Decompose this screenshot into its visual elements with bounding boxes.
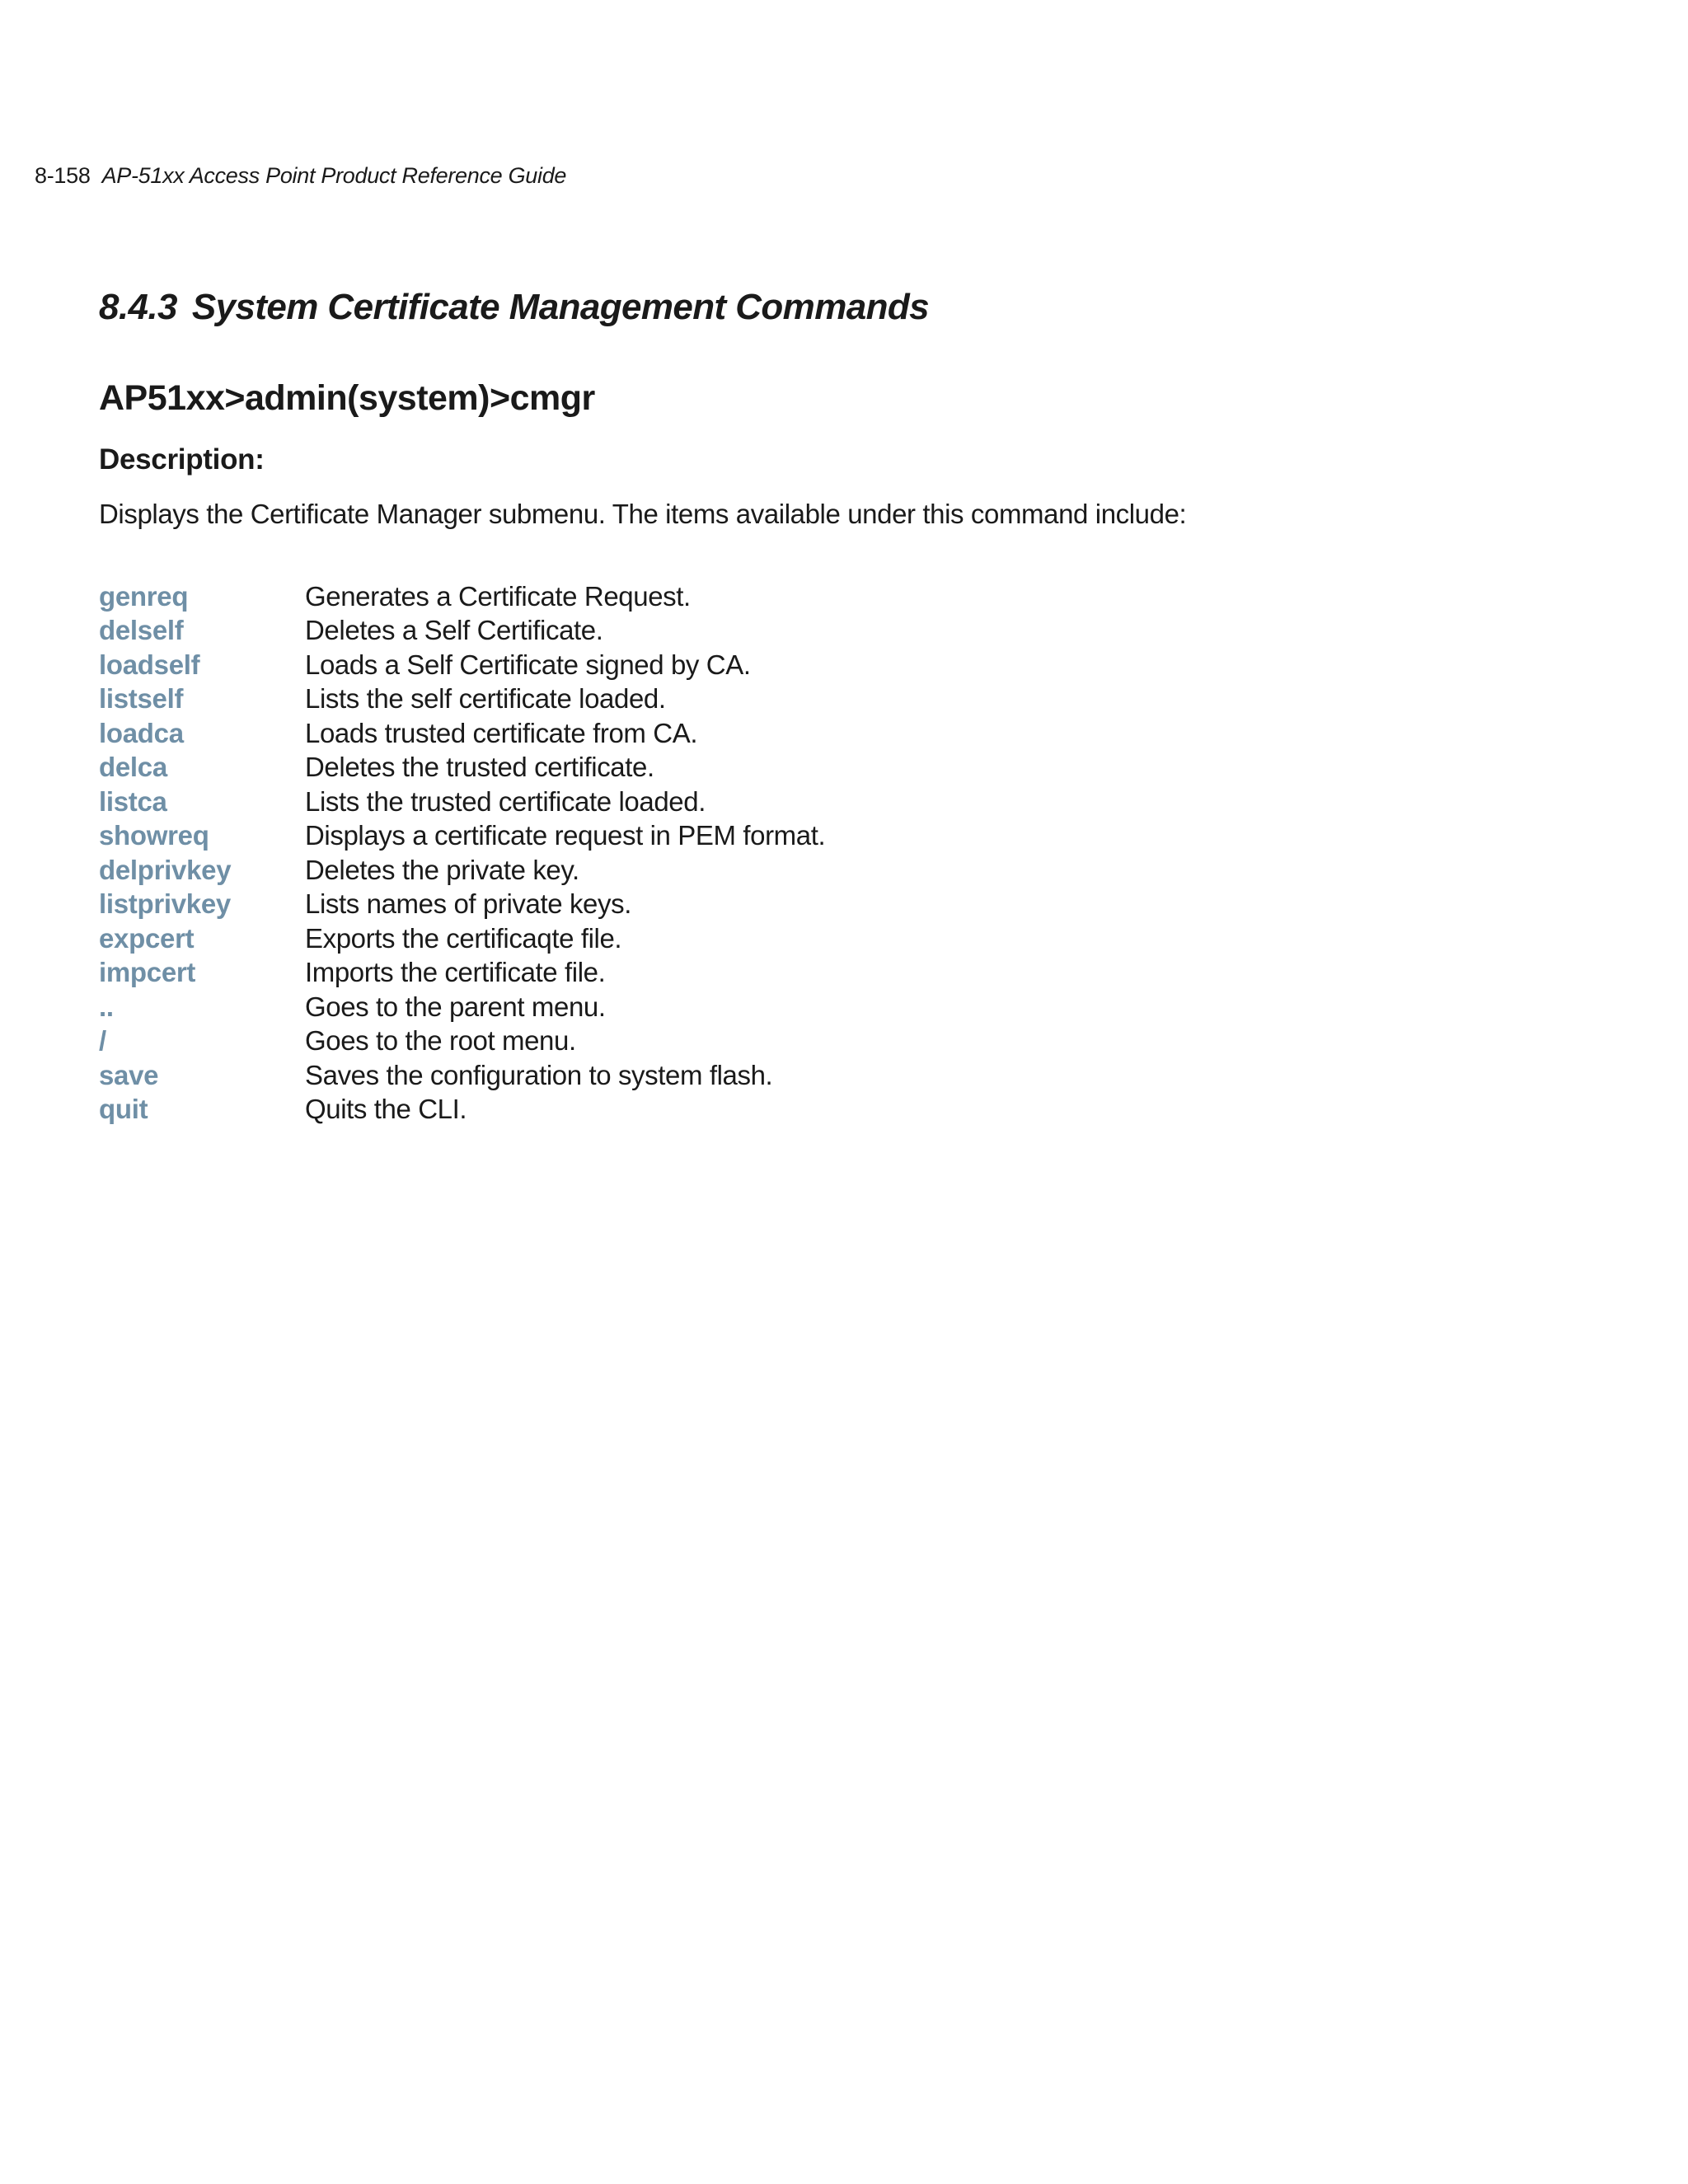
command-description: Generates a Certificate Request. xyxy=(305,580,691,612)
command-name: delprivkey xyxy=(99,854,232,885)
command-description: Goes to the root menu. xyxy=(305,1025,576,1057)
command-row xyxy=(99,1093,1253,1127)
command-name: loadca xyxy=(99,717,184,748)
command-description: Lists the self certificate loaded. xyxy=(305,683,666,715)
command-name: showreq xyxy=(99,820,209,851)
command-description: Goes to the parent menu. xyxy=(305,991,606,1022)
command-description: Loads trusted certificate from CA. xyxy=(305,717,698,748)
command-description: Deletes the trusted certificate. xyxy=(305,752,654,783)
command-row xyxy=(99,853,1253,888)
command-name: .. xyxy=(99,991,114,1022)
section-heading xyxy=(99,284,929,330)
description-label: Description: xyxy=(99,443,265,476)
command-name: genreq xyxy=(99,580,189,612)
command-description: Displays a certificate request in PEM format. xyxy=(305,820,826,851)
command-name: loadself xyxy=(99,649,200,680)
command-description: Quits the CLI. xyxy=(305,1094,467,1125)
command-row xyxy=(99,716,1253,751)
command-name: save xyxy=(99,1059,159,1090)
command-description: Loads a Self Certificate signed by CA. xyxy=(305,649,751,680)
section-number: 8.4.3 xyxy=(99,287,177,327)
command-row xyxy=(99,648,1253,682)
command-row xyxy=(99,785,1253,819)
command-description: Imports the certificate file. xyxy=(305,957,606,988)
command-name: expcert xyxy=(99,922,195,954)
command-row xyxy=(99,921,1253,956)
command-row xyxy=(99,819,1253,854)
running-header xyxy=(35,162,566,190)
command-description: Lists names of private keys. xyxy=(305,888,631,920)
command-row xyxy=(99,751,1253,785)
command-row xyxy=(99,888,1253,922)
guide-title: AP-51xx Access Point Product Reference Guide xyxy=(101,163,567,188)
command-name: impcert xyxy=(99,957,196,988)
command-description: Exports the certificaqte file. xyxy=(305,922,622,954)
command-description: Deletes a Self Certificate. xyxy=(305,615,603,646)
command-row xyxy=(99,682,1253,717)
command-name: quit xyxy=(99,1094,148,1125)
command-row xyxy=(99,1058,1253,1093)
command-row xyxy=(99,990,1253,1024)
command-description: Lists the trusted certificate loaded. xyxy=(305,785,706,817)
command-name: delca xyxy=(99,752,167,783)
command-list xyxy=(99,579,1253,1127)
command-row xyxy=(99,614,1253,649)
page-number: 8-158 xyxy=(35,163,91,188)
command-name: listca xyxy=(99,785,167,817)
description-text: Displays the Certificate Manager submenu. The items available under this command include: xyxy=(99,499,1187,529)
command-name: / xyxy=(99,1025,106,1057)
section-title: System Certificate Management Commands xyxy=(191,287,930,327)
command-name: delself xyxy=(99,615,184,646)
command-heading: AP51xx>admin(system)>cmgr xyxy=(99,378,595,418)
command-description: Saves the configuration to system flash. xyxy=(305,1059,773,1090)
command-name: listprivkey xyxy=(99,888,231,920)
command-description: Deletes the private key. xyxy=(305,854,579,885)
command-name: listself xyxy=(99,683,184,715)
command-row xyxy=(99,1024,1253,1059)
command-row xyxy=(99,956,1253,991)
command-row xyxy=(99,579,1253,614)
